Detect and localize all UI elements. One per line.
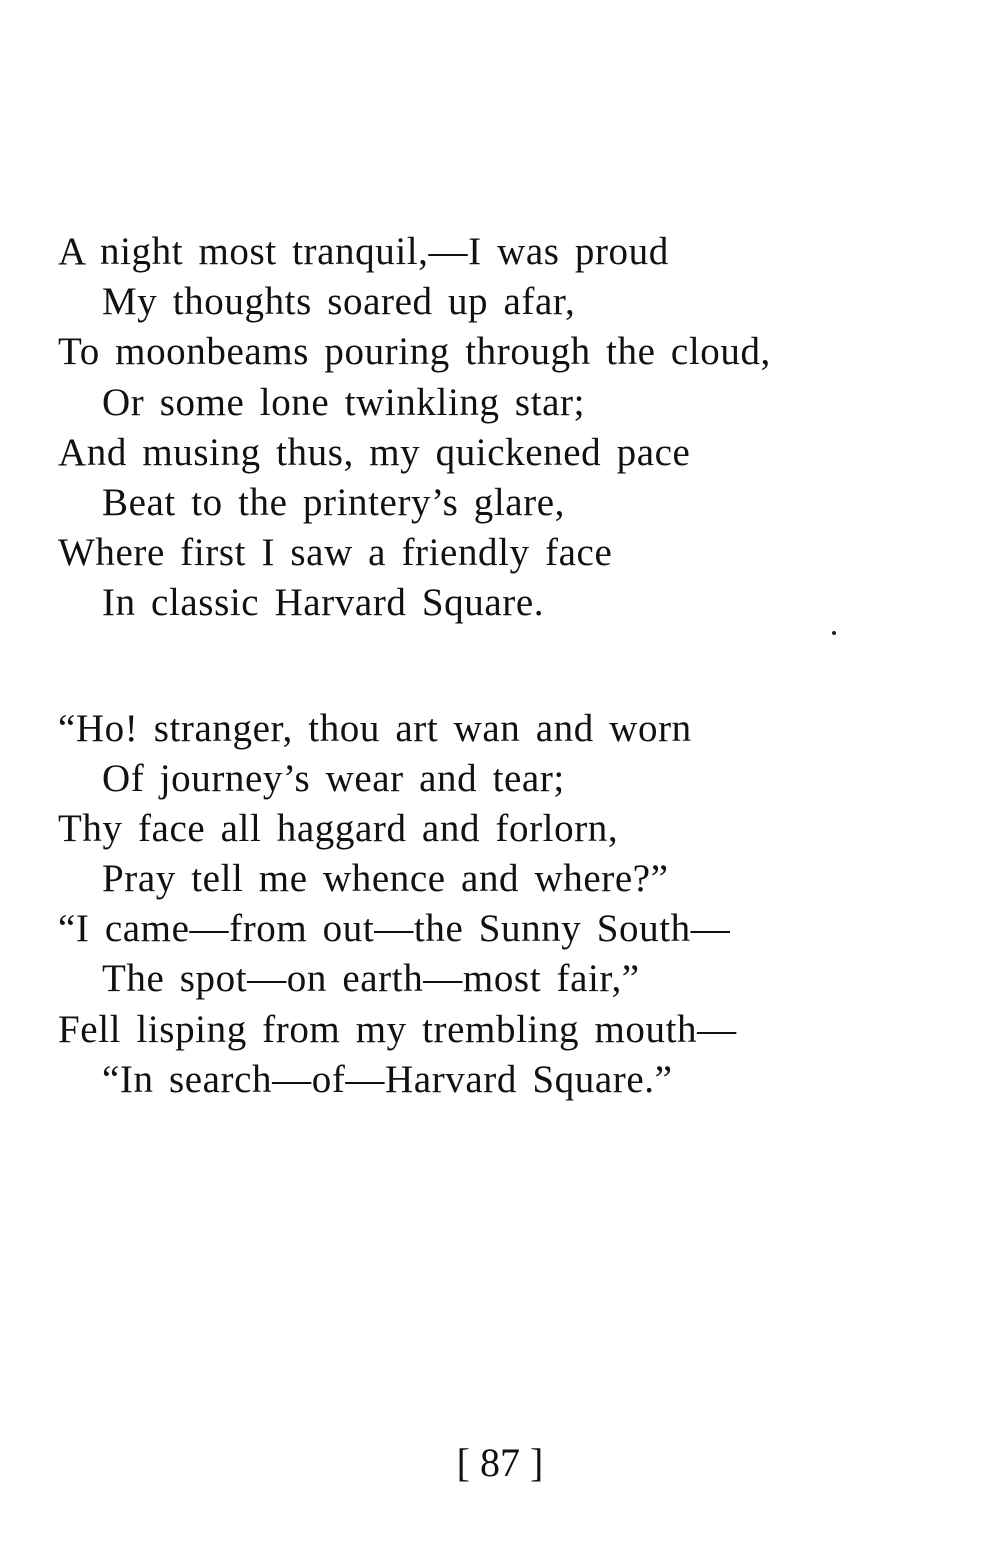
poem-line: Beat to the printery’s glare, <box>102 480 566 524</box>
stanza-2 <box>58 704 958 1106</box>
poem-line: Of journey’s wear and tear; <box>102 756 565 800</box>
poem-line: The spot—on earth—most fair,” <box>102 957 640 1001</box>
poem-line: A night most tranquil,—I was proud <box>58 230 669 273</box>
poem-line: Thy face all haggard and forlorn, <box>58 806 619 850</box>
poem-line: “In search—of—Harvard Square.” <box>102 1057 673 1101</box>
poem <box>58 227 958 1105</box>
poem-line: In classic Harvard Square. <box>102 581 545 625</box>
poem-line: My thoughts soared up afar, <box>102 280 576 324</box>
ink-speck <box>832 631 836 635</box>
stanza-1 <box>58 227 958 629</box>
poem-line: Where first I saw a friendly face <box>58 531 613 575</box>
poem-line: Or some lone twinkling star; <box>102 380 586 424</box>
poem-line: “Ho! stranger, thou art wan and worn <box>58 706 692 750</box>
poem-line: Fell lisping from my trembling mouth— <box>58 1007 737 1051</box>
poem-line: “I came—from out—the Sunny South— <box>58 907 731 951</box>
page-number: [ 87 ] <box>456 1440 544 1485</box>
poem-line: To moonbeams pouring through the cloud, <box>58 330 771 374</box>
poem-line: And musing thus, my quickened pace <box>58 430 691 474</box>
poem-line: Pray tell me whence and where?” <box>102 857 669 901</box>
